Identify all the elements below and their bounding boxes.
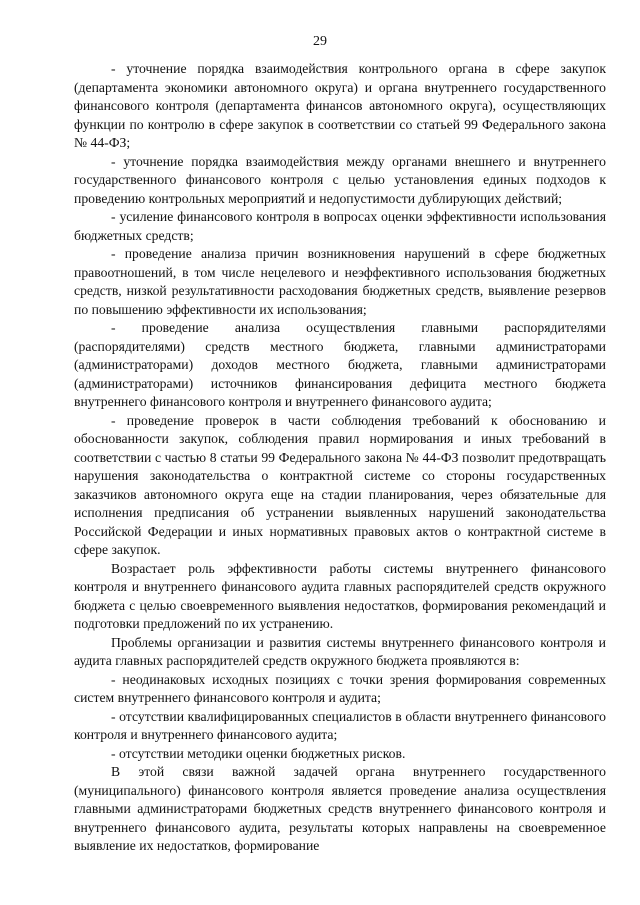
paragraph-important-task: В этой связи важной задачей органа внутреннего государственного (муниципального) финансового контроля является проведение анализа осуществления главными администраторами бюджетных средств внутреннего финансового контроля и внутреннего финансового аудита, результаты которых направлены на своевременное выявление их недостатков, формирование [74,764,606,853]
paragraph-problems-intro: Проблемы организации и развития системы внутреннего финансового контроля и аудита главных распорядителей средств окружного бюджета проявляются в: [74,634,606,668]
paragraph-procurement-inspections: - проведение проверок в части соблюдения требований к обоснованию и обоснованности закупок, соблюдения правил нормирования и иных требований в соответствии с частью 8 статьи 99 Федерального закона № 44-ФЗ позволит предотвращать нарушения законодательства о контрактной системе со стороны государственных заказчиков автономного округа еще на стадии планирования, через обязательные для исполнения предписания об устранении выявленных нарушений законодательства Российской Федерации и иных нормативных правовых актов о контрактной системе в сфере закупок. [74,412,606,557]
paragraph-internal-audit-analysis: - проведение анализа осуществления главными распорядителями (распорядителями) средств местного бюджета, главными администраторами (администраторами) доходов местного бюджета, главными администраторами (администраторами) источников финансирования дефицита местного бюджета внутреннего финансового контроля и внутреннего финансового аудита; [74,320,606,409]
paragraph-procurement-control-interaction: - уточнение порядка взаимодействия контрольного органа в сфере закупок (департамента экономики автономного округа) и органа внутреннего государственного финансового контроля (департамента финансов автономного округа), осуществляющих функции по контролю в сфере закупок в соответствии со статьей 99 Федерального закона № 44-ФЗ; [74,61,606,150]
paragraph-role-of-internal-control: Возрастает роль эффективности работы системы внутреннего финансового контроля и внутреннего финансового аудита главных распорядителей средств окружного бюджета с целью своевременного выявления недостатков, формирования рекомендаций и подготовки предложений по их устранению. [74,560,606,631]
paragraph-problem-risk-methodology: - отсутствии методики оценки бюджетных рисков. [111,745,406,761]
paragraph-external-internal-control-interaction: - уточнение порядка взаимодействия между органами внешнего и внутреннего государственного финансового контроля с целью установления единых подходов к проведению контрольных мероприятий и недопустимости дублирующих действий; [74,153,606,206]
paragraph-control-efficiency: - усиление финансового контроля в вопросах оценки эффективности использования бюджетных средств; [74,209,606,243]
document-body [74,60,606,856]
paragraph-problem-unequal-positions: - неодинаковых исходных позициях с точки зрения формирования современных систем внутреннего финансового контроля и аудита; [74,671,606,705]
paragraph-problem-specialists: - отсутствии квалифицированных специалистов в области внутреннего финансового контроля и внутреннего финансового аудита; [74,708,606,742]
paragraph-violation-causes-analysis: - проведение анализа причин возникновения нарушений в сфере бюджетных правоотношений, в том числе нецелевого и неэффективного использования бюджетных средств, низкой результативности расходования бюджетных средств, выявление резервов по повышению эффективности их использования; [74,246,606,317]
page-number: 29 [313,34,327,49]
